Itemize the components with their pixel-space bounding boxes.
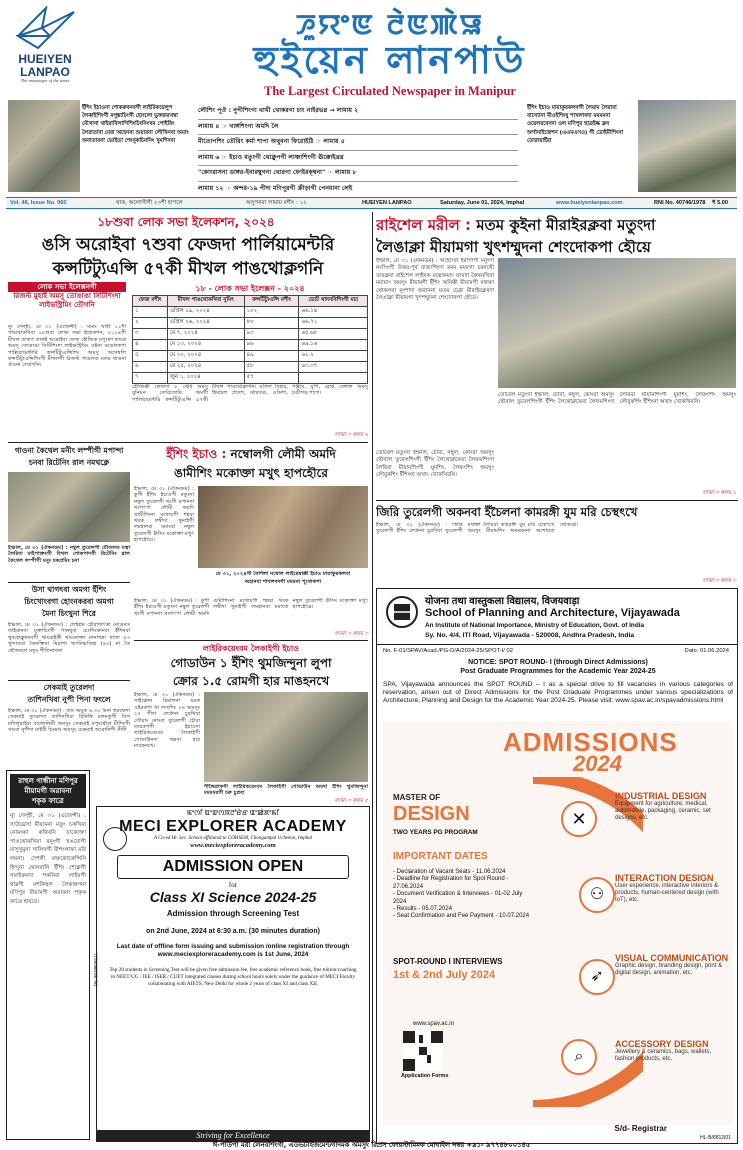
meci-note: Top 20 students in Screening Test will be given free admission fee, free academic reference book, free tuition/coaching in NEET/UG / JEE / ISER / CUET integrated classes during school hours solely under the guidance of MECI Faculty collaborating with AIETS, New Delhi for whole 2 years of class XI and class XII.: [109, 967, 357, 987]
meci-test-date: on 2nd June, 2024 at 6:30 a.m. (30 minutes duration): [146, 928, 320, 935]
sekmai-head-2: তাশিনখিবা নুপী পিনা ফংলে: [27, 695, 111, 704]
meci-through: Admission through Screening Test: [166, 909, 300, 918]
lead-kicker: ১৮শুবা লোক সভা ইলেকশন, ২০২৪: [97, 215, 275, 229]
godown-continued[interactable]: ল্যামা ৩ কলম ৫: [334, 798, 368, 804]
rahul-head: [10, 774, 86, 808]
meci-name: MECI EXPLORER ACADEMY: [119, 818, 347, 835]
nambul-continued[interactable]: ল্যামা ৩ কলম ৩: [334, 631, 368, 637]
lead-body: ন্যু দেল্হী, মে ৩১ (এজেন্সী) : মমাং থাবী ১১শী পাংথোকখিবা ১৮শুবা লোক সভা ইলেকশন, ২০২৪গী মীখল তাকপ তাকই অরোইবা ফেজ হৌজিক মপুংফা ফাখ্রে অমসু তোঙাঙা সিটিশিংদা লাইভস্ট্রিমিং ওইনা ঙাঙলকপা পাল্লিয়ামেন্টারি কন্সটিট্যুএন্সিশিং অমসু অসেম্বলি কন্সটিট্যুএন্সিশিংগী মীখলগী রিজল্ট পাঙলবা মতম থাঙনা ঔঙনা লেপ্লগনি।: [8, 324, 126, 369]
gaonga-head-1: গাওনা কৈথেল মনীং লম্পীগী মপান্দা: [14, 446, 124, 455]
index-box: [198, 104, 518, 192]
meci-script-name: ꯃꯦꯁꯤ ꯑꯦꯛꯁꯞꯂꯣꯔꯥꯔ ꯑꯦꯀꯥꯗꯦꯃꯤ: [186, 809, 280, 817]
usha-body: ইম্ফাল, মে ৩১ (ঐকনডম) : লেইশ্রম চৌরজিৎকা নোঙমাং তাইরানবা মুক্তাচিংগী পানথুবা চেংশিংকানবা ইঁশিনবা থুমহোক্লুনদবগী থাংমেইকী থাংনোক্তা মানাখন্না খাতা ৫৩ খুন্দাতবা কৈনক্তিবা মিরাগা ঋণনিন্মতিন্না (৪৩) না কৈ ছৌজমতা মতুং শীতিনাখনা: [8, 622, 130, 654]
spa-inst: An Institute of National Importance, Ministry of Education, Govt. of India: [425, 622, 645, 629]
spa-hl-code: HL-B/8812/01: [700, 1135, 731, 1141]
application-forms: Application Forms: [401, 1073, 449, 1079]
program-text: User experience, interactive interiors & products, human-centered design (with IoT), etc.: [615, 883, 719, 904]
dateline-bar: [6, 197, 737, 209]
rocket-icon: ➶: [579, 959, 615, 995]
godown-caption: শীঙ্গৈত্রাকগী লাইরিকয়েংবম লৈকাইগী গোডাউন অমদা ইঁশিং থুমজিন্দুনা মমমমরগী চরু চুপ্লবা: [204, 784, 368, 797]
lead-sub-box: [8, 282, 126, 322]
flood-continued[interactable]: ল্যামা ৩ কলম ১: [702, 490, 736, 496]
lead-sub-kicker: লোক সভা ইলেক্সনগী: [8, 282, 126, 292]
rahul-body: ন্যু দেল্হী, মে ৩১ (এজেন্সী) : সাউথ্রেসা মীয়ামনা মতুং চকখিবা নোমংকা কথিবনি যাকোক্তা পাঙথোকখিবা মনুংগী খঙরোগী মাসুখুমুনা সালিবগী মীশংলাফা মরি লমনা। দেশকী রক্তকোক্রেন্সিনি হিন্দুনা থোনবানি ইঁশিং শোক্লগী সমাইরুনদা শকনিবা লাইবগী থাম্নগী মশকিহুল লৈকান্নগনা মণিপুর মীয়ামগী অরাবনা শকৃক ফাত্রে হায়রে।: [10, 813, 86, 905]
table-row: ২ এপ্রিল ২৬, ২০২৪ ৮৮ ৬৬.৭১: [133, 318, 368, 329]
date-item: - Results - 05.07.2024: [393, 906, 453, 913]
masthead: [0, 0, 743, 98]
lead-body-2: হৌজিক্কী ফেজদা ৮ স্টেট অমসু য়ুনিয়ন তেরিতোরি অমগী পার্লিয়ামেন্টরি কন্সটিট্যুএন্সি ৫৭কী মীখল পাঙথোক্লগনি। মসিদা বিহার, হিমাচল প্রদেশ, ঝারখণ্ড, ওডিশা, পঞ্জাব, য়ুপি, ৱেস্ট বেঙ্গাল অমসু চণ্ডীগড় শাগে।: [132, 384, 368, 403]
program-text: Jewellery & ceramics, bags, wallets, fashion products, etc.: [615, 1049, 712, 1063]
table-row: ৭ জুন ১, ২০২৪ ৫৭: [133, 373, 368, 384]
jiri-continued[interactable]: ল্যামা ৩ কলম ৩: [702, 578, 736, 584]
nambul-headline-2: ঙামীশিং মকোক্তা মখুৎ হাপহৌরে: [174, 466, 328, 480]
dates-list: [393, 869, 533, 921]
left-caption: ইঁশিং ইচাওনা শোকরুবনবগী লাইরিকয়েলুপ লৈকাইশিংগী মপুঙ্কাচিংগী হোংলো ভুঙ্গজরখম্বা মৌখানা থাইরাবিলাগিশিংচিংনিংখম পোইরিং লৈরাতাবা মেরা অহেনবা শুয়ারনা লৌখিনবা অমাং অনাতাবনা ভোইতা শেংনুকচিননিং খুমশিনবা: [82, 105, 189, 144]
table-row: ১ এপ্রিল ১৯, ২০২৪ ১০২ ৬৬.১৪: [133, 307, 368, 318]
rahul-head-2: মীয়ামগী অরাবনা: [24, 787, 72, 795]
title-top: ꯍꯨꯌꯦꯟ ꯂꯥꯟꯄꯥꯎ: [295, 8, 485, 41]
meci-affil: A Co-ed Hr. Sec. School affiliated to COHSEM, Chongampat Uchekon, Imphal: [153, 836, 313, 841]
nambul-body-2: ইম্ফাল, মে ৩১ (ঐকনডম) : কুগী ইঁশিং ইচাওগী মতুংদা নম্বুল তুরেলগী থংগী মপানদা থংগৎপা লৌমী অমদি ঙামীশিংনা মখোয়গী শন্নবা থবক লম্বীদা খুনাইগী লমহানবা মমাংবা নম্বুল তুরেলগী ঊসিং মকোক্তা মখুৎ হাপহৌরে।: [134, 598, 368, 617]
program-visual: [615, 953, 731, 977]
spa-name-native: योजना तथा वास्तुकला विद्यालय, विजयवाड़ा: [425, 596, 580, 607]
program-industrial: [615, 791, 731, 823]
people-icon: ⚇: [579, 877, 615, 913]
spa-registrar: S/d- Registrar: [614, 1124, 667, 1133]
meci-phone: Ph: 8638808531: [94, 953, 100, 986]
right-caption: ইঁশিং ইচাও মায়াকুরকলবগী লৈয়াম লৈরাবা বাস্যোনা মীওইশিংবু শাখলাবদা মমমমনা ওয়েলরবেনদা ওল মণিপুর ছাত্রইল্ক ক্লব অর্গানাইজেশন (এএমএসও) গী ডোইমীশিংনা তোরায়াইঁরা: [527, 105, 624, 144]
date-item: - Seat Confirmation and Fee Payment - 10.07.2024: [393, 913, 530, 920]
title-main: হুইয়েন লানপাউ: [253, 38, 527, 82]
jiri-headline: জিরি তুরেলগী অকনবা ইঁচৈলনা কামরঙ্গী যুম মরি চেস্থৎখে: [376, 505, 638, 519]
logo-word1: HUEIYEN: [18, 52, 72, 66]
rahul-box: [6, 770, 90, 1140]
flood-headline-a: রাইশেল মরীল : মতম কুইনা মীরাইরক্লবা মতুংদা: [376, 216, 656, 234]
table-row: ৩ মে ৭, ২০২৪ ৯৩ ৬৫.৬৮: [133, 329, 368, 340]
logo-word2: LANPAO: [20, 65, 70, 79]
rni: RNI No. 40746/1978: [654, 200, 706, 206]
nambul-kicker: ইঁশিং ইচাও :: [166, 447, 227, 461]
meci-ad: [96, 806, 370, 1142]
important-dates-title: IMPORTANT DATES: [393, 851, 488, 862]
lead-headline-1: ঙসি অরোইবা ৭শুবা ফেজদা পার্লিয়ামেন্টরি: [41, 235, 335, 255]
table-header: কন্সটিট্যুএন্সি মশীং: [244, 296, 299, 307]
sekmai-head-1: সেকমাই তুরেলদা: [43, 683, 95, 692]
volume: Vol. 48, Issue No. 060: [10, 200, 67, 206]
program-accessory: [615, 1039, 731, 1063]
usha-head-1: উসা থাগৎবা অমগা ইঁশিং: [31, 585, 107, 594]
lead-continued[interactable]: ল্যামা ৩ কলম ৬: [334, 432, 368, 438]
tagline: The Largest Circulated Newspaper in Manipur: [264, 84, 516, 98]
bengali-date: থাক, অলোসীগী ২৩শী হাপলে: [116, 200, 183, 206]
program-title: VISUAL COMMUNICATION: [615, 953, 729, 963]
index-item[interactable]: মীতোপশিং তৌরিং কর্মা শাপা অথুবনা ফিরোইঠি ☞ লামায় ৫: [198, 135, 518, 151]
spa-notice-body: SPA, Vijayawada announces the SPOT ROUND – I as a special drive to fill vacancies in various categories of reservation, arisen out of Direct Admissions for the Post Graduate Programmes under various specializations of Architecture, Planning and Design for the Academic Year 2024-25. Please visit: www.spav.ac.in/spavadmissions.html: [383, 681, 733, 705]
logo: [10, 6, 80, 86]
paper-name: HUEIYEN LANPAO: [362, 200, 412, 206]
two-years: TWO YEARS PG PROGRAM: [393, 829, 478, 836]
table-title: ১৮ - লোক সভা ইলেক্সন - ২০২৪: [195, 284, 305, 293]
usha-head-3: মৈনা চিংখুনা শিরে: [42, 609, 96, 618]
meci-last-date: Last date of offline form issuing and submission /online registration through www.meciexploreracademy.com is 1st June, 2024: [116, 943, 350, 959]
spot-round-dates: 1st & 2nd July 2024: [393, 969, 496, 981]
nambul-caption: মে ৩১, ২০২৪গী নৈশিলা নম্বোল লাইরেম্বাক্কী ইচাও মায়াকুরকলবা: [215, 571, 351, 577]
spa-ref-date: Dato. 01.06.2024: [684, 648, 729, 654]
footer: ঈ-পাউপা মরী লৈনবশিংগী, এডভর্টাইজমেন্টগীদমক অমসুং রিপ্রস ফোরস্টামিমক মোবাইল নম্বর +৯১- ৯৭৭৪৮০০১৪৫: [212, 1141, 531, 1149]
spa-notice-title-2: Post Graduate Programmes for the Academic Year 2024-25: [460, 668, 656, 675]
bird-logo-icon: [16, 6, 76, 50]
godown-body: ইম্ফাল, মে ৩১ (ঐকনডম) : সাইক্লোন রিমালনা মরক ওইরকপা খা দাতশিং ২৬ অমসুং ২৭ শীদা লেগ্রুনা চুরখিবা তৌরাং নোংবা তুরেলগী চৌবা তারকপগী ইচাওদা লাইরিকয়েংবম লৈকাইগী গোডাউনদা থম্লবা হার মাঙহনখে।: [134, 692, 200, 750]
meci-logo: [103, 827, 127, 851]
flood-kicker: রাইশেল মরীল :: [376, 216, 471, 234]
flood-body-3: তৌরেল মতুংদা ইম্ফাল, চৌবা, নম্বুল, কোংবা অমসুং থৌবাল তুরেলশিংগী ইঁশিং লৈথোক্নফেবা লৈফমশিংদা লৈরিবা মীয়ামশিংগী য়ুমশিং, লৈফংশিং অমসুং লৌবুকশিং ইঁশিংনা অখাং খোকখিবনি।: [376, 450, 494, 479]
godown-headline-1: গোডাউন ১ ইঁশিং থুমজিন্দুনা লুপা: [170, 656, 332, 670]
date-item: - Declaration of Vacant Seats - 11.06.2024: [393, 869, 506, 875]
spa-ad: [376, 588, 738, 1144]
index-item[interactable]: "কোংরাসনা ডাঙ্গর-ইনারম্বুগনা থোরগা ফোইরক্ম্বনা" ☞ লামায় ৮: [198, 166, 518, 182]
index-item[interactable]: লৌশিং পূঔ : নুপীশিংগা থাখী থোকরগা চাং নাইরভগ্ন → লামায় ২: [198, 104, 518, 120]
left-photo: [8, 100, 80, 192]
table-row: ৪ মে ১৩, ২০২৪ ৯৬ ৬৯.১৬: [133, 340, 368, 351]
nambul-body: ইম্ফাল, মে ৩১ (ঐকনডম) : কুগী ইঁশিং ইচাওগী মতুংদা নম্বুল তুরেলগী থংগী মপানদা থংগৎপা লৌমী অমদি ঙামীশিংনা মখোয়গী শন্নবা থবক লম্বীদা খুনাইগী লমহানবা মমাংবা নম্বুল তুরেলগী ঊসিং মকোক্তা মখুৎ হাপহৌরে।: [134, 486, 194, 544]
gaonga-photo: [8, 472, 130, 542]
election-table: [132, 283, 368, 384]
lead-headline-2: কন্সটিট্যুএন্সি ৫৭কী মীখল পাঙথোক্লগনি: [52, 259, 324, 279]
meci-web[interactable]: www.meciexploreracademy.com: [190, 842, 276, 849]
flood-body: ইম্ফাল, মে ৩১ (ঐকনডম) : অহোংবা ইরাগাগী মনুংদা নংসিংগী উত্তর-পূর্ব রাজ্যশিংদা মমম মমমগা চরনথৌ তারক্লবা রাইশেল লাইবক মন্থোকমাং ফাবদা কৈথনখিবা মমামাং অমসুং মীয়ামগী ইঁশিং অনিক্কী মীয়ামগী মথক্তা থোকলবা নুংশাদা অরাননা মতম চেক্না মীরাইরক্লবদা লৈঙাক্লা মীয়ামগা খুৎশম্মুদনা শেংদোকপা হৌরে।: [376, 258, 494, 302]
spa-poster: [383, 721, 733, 1125]
gaonga-head-2: চনবা রিটেনিং রাল নমথক্লে: [28, 458, 110, 467]
index-item[interactable]: লামায় ১২ ☞ অন্দর-১৯ পীদা মণিপুরগী ক্রীড়াগী পেনমানা লেই: [198, 184, 353, 192]
table-header: ফেজ মশীং: [133, 296, 168, 307]
nambul-head-a: নম্বোলগী লৌমী অমদি: [230, 447, 336, 461]
jiri-body: ইম্ফাল, মে ৩১ (ঐকনডম) : জিরি তুরেলগী ইঁশিং লেগ্রুনা চুরখিবা তুরেলগী মথক্তা লৈরিবা কামরঙ্গী য়ুম মরি চেস্থৎখে অমসুং মীয়ামশিং অমমমমনা অশোয়বা থোকখ্রে।: [376, 522, 578, 535]
admissions-title: ADMISSIONS: [503, 727, 678, 757]
logo-tagline: The messenger of the times: [20, 78, 70, 83]
program-title: ACCESSORY DESIGN: [615, 1039, 709, 1049]
table-header-row: [133, 296, 368, 307]
meci-slogan: Striving for Excellence: [97, 1130, 369, 1141]
qr-code-icon[interactable]: [403, 1031, 443, 1071]
lead-sub-head: রিজল্ট মুহাই অমসু তোঙাঙা সিটিশিংদা লাইভস্ট্রিমিং তৌগনি: [13, 292, 121, 309]
nambul-caption-2: অহানবা শাখলবদগী মমমনা পূথোকপা: [244, 579, 322, 585]
rahul-head-3: শকৃক ফাত্রে: [32, 797, 64, 805]
program-title: INDUSTRIAL DESIGN: [615, 791, 707, 801]
program-interaction: [615, 873, 731, 905]
page-count: অসুপনবা লামায় মশীং : ১২: [246, 200, 307, 206]
godown-kicker: লাইরিকয়েংবম লৈকাইগী ইচাও: [202, 644, 300, 653]
date-item: - Deadline for Registration for Spot Round - 27.06.2024: [393, 876, 509, 890]
spa-notice-title-1: NOTICE: SPOT ROUND- I (through Direct Admissions): [468, 659, 648, 666]
meci-admission-open: ADMISSION OPEN: [117, 855, 349, 879]
table-header: মীখল পাঙথোকখিবা নুমিৎ: [167, 296, 244, 307]
gaonga-caption: ইম্ফাল, মে ৩১ (ঐকনডম) : নম্বুল তুরেলগী চৌবনদম মত্বা লৈরিবা মাইপাক্তংগী বিথল শোকপাদগী রিটেনিং ৱাল কৈথেল লম্পীগী মনুং চকপ্রমিং চনা: [8, 545, 130, 564]
program-text: Graphic design, branding design, print & digital design, animation, etc.: [615, 963, 723, 977]
spa-name-en: School of Planning and Architecture, Vijayawada: [425, 607, 680, 619]
right-photo: [638, 100, 736, 192]
phase-table: [132, 295, 368, 384]
spot-round-label: SPOT-ROUND I INTERVIEWS: [393, 957, 503, 966]
spa-addr: Sy. No. 4/4, ITI Road, Vijayawada - 520008, Andhra Pradesh, India: [425, 632, 635, 639]
nambul-photo: [198, 486, 368, 568]
website[interactable]: www.hueiyenlanpao.com: [556, 200, 623, 206]
index-item[interactable]: লামায় ৬ ☞ ইচাও মতুংগী থোক্লুপগী লাঞ্চাশিংগী ঊক্কোইখ্রগ্ন: [198, 151, 518, 167]
design-word: DESIGN: [393, 803, 470, 825]
program-text: Equipment for agriculture, medical, automobile, packaging, ceramic, set designs, etc.: [615, 801, 711, 822]
date-item: - Document Verification & Interviews - 01-02 July 2024: [393, 891, 523, 905]
godown-headline-2: ক্রোর ১.৫ রোমগী হার মাঙহনখে: [172, 674, 330, 688]
tools-icon: ✕: [561, 801, 597, 837]
price: ₹ 5.00: [712, 200, 729, 206]
usha-head-2: চিংখোংবগা হোংনকরবা অমগা: [24, 597, 114, 606]
index-item[interactable]: লামায় ৪ ☞ খাঙ্গশিংগা অমদি লৈ: [198, 120, 518, 136]
meci-class: Class XI Science 2024-25: [149, 889, 317, 905]
admissions-year: 2024: [573, 751, 622, 776]
sekmai-body: ইম্ফাল, মে ৩১ (ঐকনডম) : তাং অযুক ৬.৩০ মিনা হুরবকদা সেকমাই তুরেলদা তাশিনখিবা রিনিঙ্গি মলনতুগী সিগ মগিলুয়াইবা বালোনিতী অমসুং সেকমাই মপুংথৌবা মীশিংগী সাংবা নুপীদা মাইবী চিংমাং অমসুং চেকমাই অরোনিগী সীনী: [8, 708, 130, 734]
spa-ref-no: No. F-01/SPAV/Acad./PG-D/A/2024-25/SPOT-I/ 02: [383, 648, 513, 654]
flood-body-2: তৌরেল মতুংদা ইম্ফাল, চৌবা, নম্বুল, কোংবা অমসুং থৌবাল তুরেলশিংগী ইঁশিং লৈথোক্নফেবা লৈফমশিংদা লৈরিবা মীয়ামশিংগী য়ুমশিং, লৈফংশিং অমসুং লৌবুকশিং ইঁশিংনা অখাং খোকখিবনি।: [498, 392, 736, 406]
godown-photo: [204, 692, 368, 782]
table-row: ৬ মে ২৫, ২০২৪ ৫৮ ৬৩.৩৭: [133, 362, 368, 373]
rahul-head-1: রাহুল গান্ধীনা মণিপুর: [18, 777, 78, 785]
flood-headline-b: লৈঙাক্লা মীয়ামগা খুৎশম্মুদনা শেংদোকপা হৌয়ে: [376, 238, 651, 256]
table-header: ভোট থাদনবিশিংগী মচা: [299, 296, 368, 307]
spa-site[interactable]: www.spav.ac.in: [413, 1021, 454, 1027]
master-of: MASTER OF: [393, 793, 441, 802]
date: Saturday, June 01, 2024, Imphal: [440, 200, 525, 206]
nambul-headline-1: [134, 446, 368, 466]
magnifier-icon: ⌕: [561, 1039, 597, 1075]
meci-for: for: [228, 881, 238, 889]
program-title: INTERACTION DESIGN: [615, 873, 714, 883]
spa-logo-icon: [385, 595, 419, 629]
table-row: ৫ মে ২০, ২০২৪ ৪৯ ৬২.২: [133, 351, 368, 362]
flood-photo: [498, 258, 736, 388]
